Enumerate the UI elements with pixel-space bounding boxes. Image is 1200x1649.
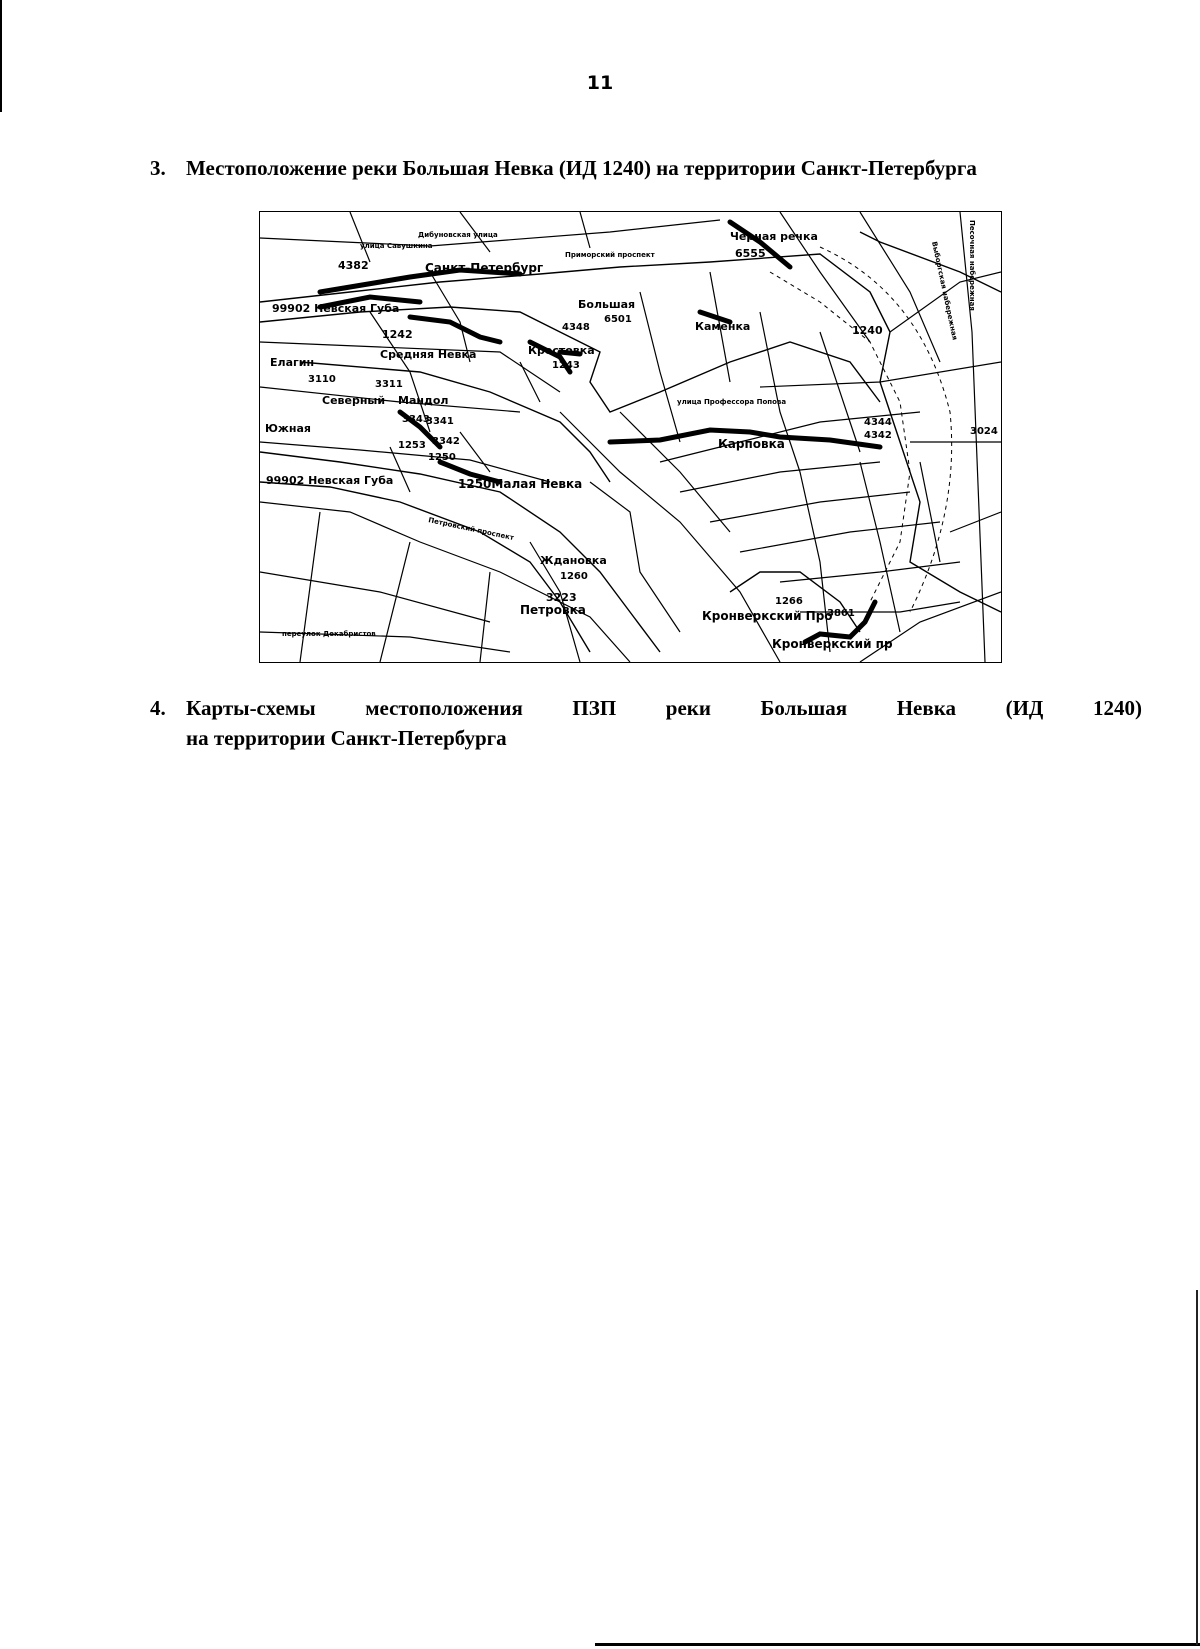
map-label-1260: 1260 [560,571,588,582]
river-highlight [320,222,880,642]
section-4-line-2: на территории Санкт-Петербурга [186,726,507,750]
map-label-3024: 3024 [970,426,998,437]
boundary-lines [770,247,952,612]
map-label-kamenka: Каменка [695,320,751,333]
section-4-word: Карты-схемы [186,696,316,720]
map-label-3311: 3311 [375,379,403,390]
map-label-4382: 4382 [338,259,369,272]
map-canvas [260,212,1001,662]
map-label-yelagin: Елагин [270,356,315,369]
map-label-6501: 6501 [604,314,632,325]
section-4-word: ПЗП [572,696,617,720]
map-label-vyborgskaya: Выборгская набережная [930,240,959,341]
map-label-prof-popova: улица Профессора Попова [677,398,787,406]
map-label-dibunovskaya: Дибуновская улица [418,231,498,239]
scan-edge-bottom [595,1643,1200,1646]
map-label-3343: 3343 [402,414,430,425]
page-number: 11 [586,72,614,94]
map-label-1250: 1250 [428,452,456,463]
map-label-bolshaya: Большая [578,298,636,311]
section-4-word: реки [665,696,711,720]
river-location-map [259,211,1002,663]
map-label-yuzhnaya: Южная [265,422,311,435]
map-label-1242: 1242 [382,328,413,341]
section-4-heading [150,693,1142,753]
map-label-malaya-nevka: 1250Малая Невка [458,477,583,491]
map-label-pereulok: переулок Декабристов [282,630,376,638]
scan-edge-right [1196,1290,1198,1645]
map-label-kronverksky: Кронверкский пр [772,637,893,651]
map-label-3861: 3861 [827,608,855,619]
map-label-pesochnaya: Песочная набережная [968,220,976,311]
section-4-number-word [150,693,316,723]
map-label-sankt-peterburg: Санкт-Петербург [425,261,544,275]
map-label-zhdanovka: Ждановка [540,554,607,567]
map-label-srednyaya: Средняя Невка [380,348,477,361]
section-4-line-1 [150,693,1142,723]
map-label-savushkina: улица Савушкина [360,242,433,250]
map-label-severny: Северный [322,394,386,407]
map-label-3342: 3342 [432,436,460,447]
map-label-krestovka: Крестовка [528,344,595,357]
map-label-4342: 4342 [864,430,892,441]
map-label-3110: 3110 [308,374,336,385]
section-4-word: местоположения [365,696,523,720]
map-label-1266: 1266 [775,596,803,607]
section-3-number: 3. [150,156,166,180]
scan-edge-left [0,0,2,112]
map-label-karpovka: Карповка [718,437,785,451]
map-label-petrovsky: Петровский проспект [427,516,515,543]
map-label-nevskaya-guba-1: 99902 Невская Губа [272,302,400,315]
section-3-heading [150,153,1140,183]
section-3-title: Местоположение реки Большая Невка (ИД 1240) на территории Санкт-Петербурга [186,156,977,180]
map-label-1243: 1243 [552,360,580,371]
map-label-petrovka: Петровка [520,603,586,617]
map-label-1253: 1253 [398,440,426,451]
section-4-word: Невка [896,696,956,720]
section-4-word: Большая [760,696,848,720]
section-4-word: (ИД [1005,696,1044,720]
map-label-mandol: Мандол [398,394,449,407]
section-4-word: 1240) [1092,696,1142,720]
map-label-nevskaya-guba-2: 99902 Невская Губа [266,474,394,487]
map-label-chernaya: Черная речка [730,230,818,243]
map-label-1240: 1240 [852,324,883,337]
map-label-3341: 3341 [426,416,454,427]
map-label-6555: 6555 [735,247,766,260]
map-label-kronverksky-pro: Кронверкский Про [702,609,833,623]
section-4-number: 4. [150,696,166,720]
map-label-4344: 4344 [864,417,892,428]
map-label-3223: 3223 [546,591,577,604]
map-label-4348: 4348 [562,322,590,333]
map-label-primorsky: Приморский проспект [565,251,655,259]
